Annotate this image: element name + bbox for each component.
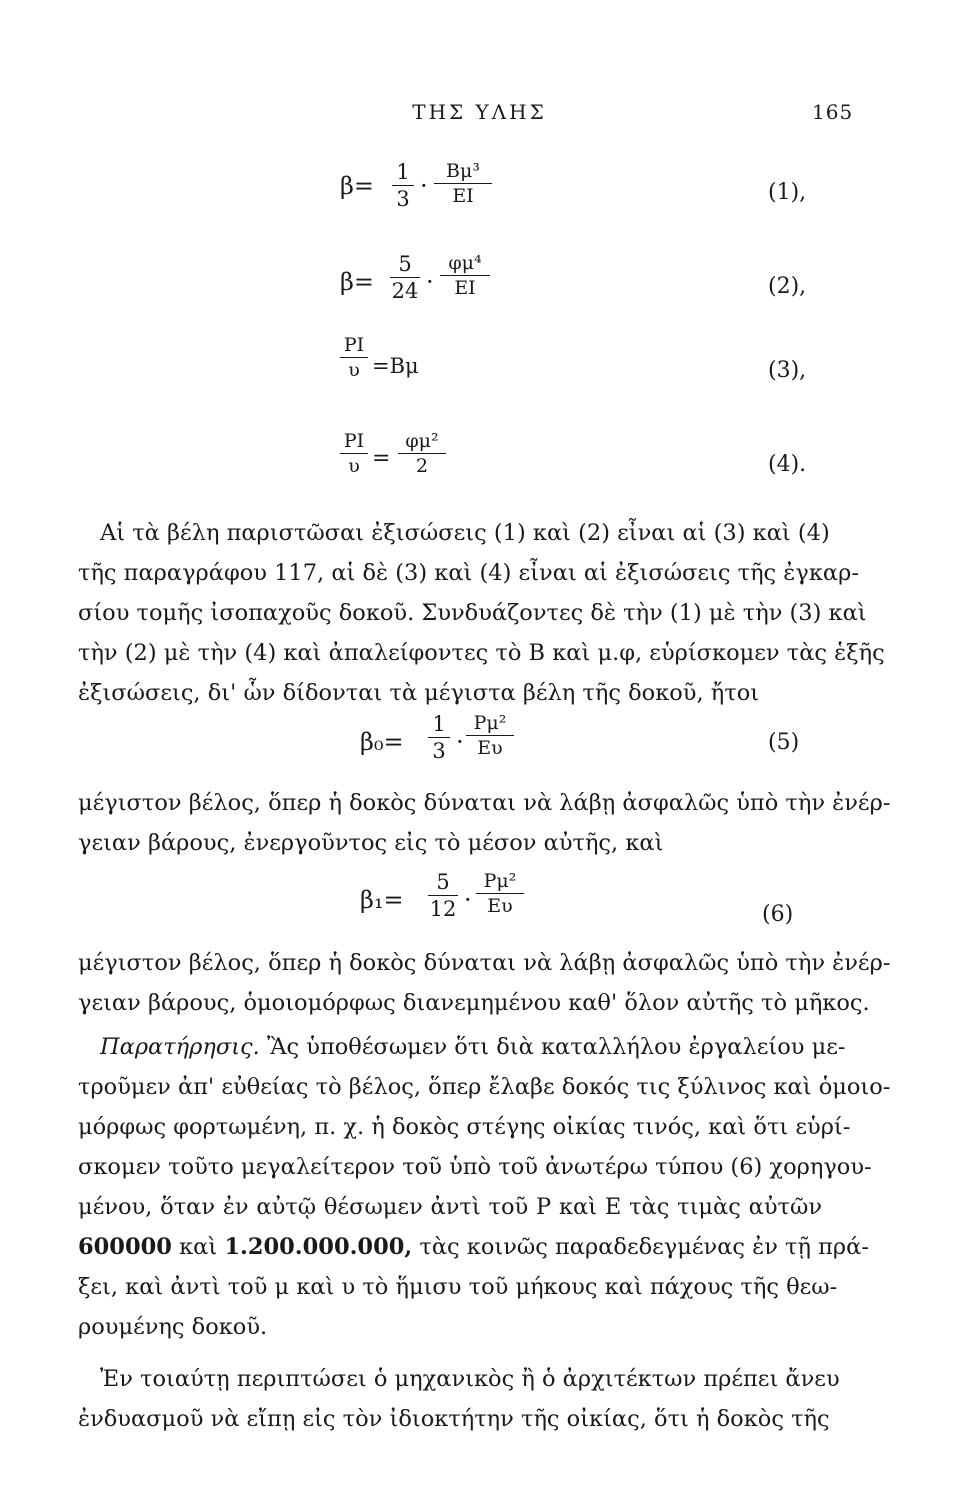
eq5-label: (5) (768, 730, 800, 755)
eq6-coef-num: 5 (428, 870, 458, 896)
eq6-frac-num: Pμ² (476, 870, 524, 894)
eq1-coef-num: 1 (392, 160, 414, 186)
eq5-dot: · (456, 728, 464, 756)
eq2-dot: · (426, 268, 434, 296)
eq5-frac (466, 712, 514, 759)
eq1-lhs: β= (340, 172, 374, 200)
eq1-coef-den: 3 (396, 187, 410, 211)
eq5-coef (428, 712, 450, 763)
eq5-lhs: β₀= (360, 728, 404, 756)
numbers-line-conj: καὶ (179, 1234, 218, 1260)
eq2-lhs: β= (340, 268, 374, 296)
numbers-line (78, 1234, 869, 1260)
eq4-lhs-num: PI (340, 430, 368, 454)
eq3-label: (3), (768, 358, 807, 383)
page-number: 165 (812, 100, 854, 124)
eq5-coef-den: 3 (432, 739, 446, 763)
eq5-frac-den: Eυ (477, 737, 503, 759)
numbers-line-rest: τὰς κοινῶς παραδεδεγμένας ἐν τῇ πρά- (419, 1234, 869, 1260)
remark-first-line-text: Ἂς ὑποθέσωμεν ὅτι διὰ καταλλήλου ἐργαλείου με- (266, 1034, 846, 1060)
text-line: Αἱ τὰ βέλη παριστῶσαι ἐξισώσεις (1) καὶ (2) εἶναι αἱ (3) καὶ (4) (100, 520, 830, 546)
eq4-lhs-frac (340, 430, 368, 477)
text-line: τροῦμεν ἀπ' εὐθείας τὸ βέλος, ὅπερ ἔλαβε δοκός τις ξύλινος καὶ ὁμοιο- (78, 1074, 891, 1100)
eq6-frac (476, 870, 524, 917)
eq4-label: (4). (768, 452, 807, 477)
text-line: γειαν βάρους, ὁμοιομόρφως διανεμημένου καθ' ὅλον αὐτῆς τὸ μῆκος. (78, 990, 870, 1016)
eq6-frac-den: Eυ (487, 895, 513, 917)
eq4-equals: = (372, 446, 391, 471)
eq6-label: (6) (762, 902, 794, 927)
remark-label: Παρατήρησις. (100, 1034, 260, 1060)
text-line: γειαν βάρους, ἐνεργοῦντος εἰς τὸ μέσον αὐτῆς, καὶ (78, 830, 664, 856)
value-1200000000: 1.200.000.000, (224, 1234, 413, 1260)
eq2-coef-num: 5 (390, 252, 420, 278)
eq1-label: (1), (768, 180, 807, 205)
eq2-label: (2), (768, 274, 807, 299)
eq4-rhs-den: 2 (415, 455, 429, 477)
text-line: μέγιστον βέλος, ὅπερ ἡ δοκὸς δύναται νὰ λάβῃ ἀσφαλῶς ὑπὸ τὴν ἐνέρ- (78, 790, 891, 816)
running-header: ΤΗΣ ΥΛΗΣ (412, 100, 547, 124)
text-line: μέγιστον βέλος, ὅπερ ἡ δοκὸς δύναται νὰ λάβῃ ἀσφαλῶς ὑπὸ τὴν ἐνέρ- (78, 950, 891, 976)
eq1-dot: · (420, 172, 428, 200)
eq3-lhs-frac (340, 334, 368, 381)
text-line: τῆς παραγράφου 117, αἱ δὲ (3) καὶ (4) εἶναι αἱ ἐξισώσεις τῆς ἐγκαρ- (78, 560, 859, 586)
eq1-frac-den: EI (452, 185, 474, 207)
eq1-frac-num: Bμ³ (434, 160, 492, 184)
eq4-lhs-den: υ (348, 455, 360, 477)
eq6-coef-den: 12 (429, 897, 457, 921)
text-line: ρουμένης δοκοῦ. (78, 1314, 268, 1340)
text-line: μόρφως φορτωμένη, π. χ. ἡ δοκὸς στέγης οἰκίας τινός, καὶ ὅτι εὑρί- (78, 1114, 851, 1140)
eq5-frac-num: Pμ² (466, 712, 514, 736)
text-line: σίου τομῆς ἰσοπαχοῦς δοκοῦ. Συνδυάζοντες δὲ τὴν (1) μὲ τὴν (3) καὶ (78, 600, 867, 626)
remark-first-line (100, 1034, 846, 1060)
eq5-coef-num: 1 (428, 712, 450, 738)
text-line: τὴν (2) μὲ τὴν (4) καὶ ἀπαλείφοντες τὸ B καὶ μ.φ, εὑρίσκομεν τὰς ἑξῆς (78, 640, 885, 666)
eq1-frac (434, 160, 492, 207)
eq6-lhs: β₁= (360, 886, 404, 914)
eq2-frac-num: φμ⁴ (440, 252, 490, 276)
eq1-coef (392, 160, 414, 211)
eq2-coef (390, 252, 420, 303)
eq6-coef (428, 870, 458, 921)
value-600000: 600000 (78, 1234, 172, 1260)
eq2-frac-den: EI (454, 277, 476, 299)
eq3-lhs-num: PI (340, 334, 368, 358)
text-line: ἐνδυασμοῦ νὰ εἴπῃ εἰς τὸν ἰδιοκτήτην τῆς οἰκίας, ὅτι ἡ δοκὸς τῆς (78, 1406, 830, 1432)
eq3-lhs-den: υ (348, 359, 360, 381)
text-line: ξει, καὶ ἀντὶ τοῦ μ καὶ υ τὸ ἥμισυ τοῦ μήκους καὶ πάχους τῆς θεω- (78, 1274, 838, 1300)
eq3-rhs: =Bμ (372, 354, 419, 378)
text-line: Ἐν τοιαύτῃ περιπτώσει ὁ μηχανικὸς ἢ ὁ ἀρχιτέκτων πρέπει ἄνευ (100, 1366, 840, 1392)
eq2-frac (440, 252, 490, 299)
eq4-rhs-frac (398, 430, 446, 477)
eq6-dot: · (464, 886, 472, 914)
text-line: ἐξισώσεις, δι' ὧν δίδονται τὰ μέγιστα βέλη τῆς δοκοῦ, ἤτοι (78, 680, 760, 706)
eq4-rhs-num: φμ² (398, 430, 446, 454)
text-line: μένου, ὅταν ἐν αὐτῷ θέσωμεν ἀντὶ τοῦ P καὶ E τὰς τιμὰς αὐτῶν (78, 1194, 822, 1220)
eq2-coef-den: 24 (391, 279, 419, 303)
text-line: σκομεν τοῦτο μεγαλείτερον τοῦ ὑπὸ τοῦ ἀνωτέρω τύπου (6) χορηγου- (78, 1154, 872, 1180)
